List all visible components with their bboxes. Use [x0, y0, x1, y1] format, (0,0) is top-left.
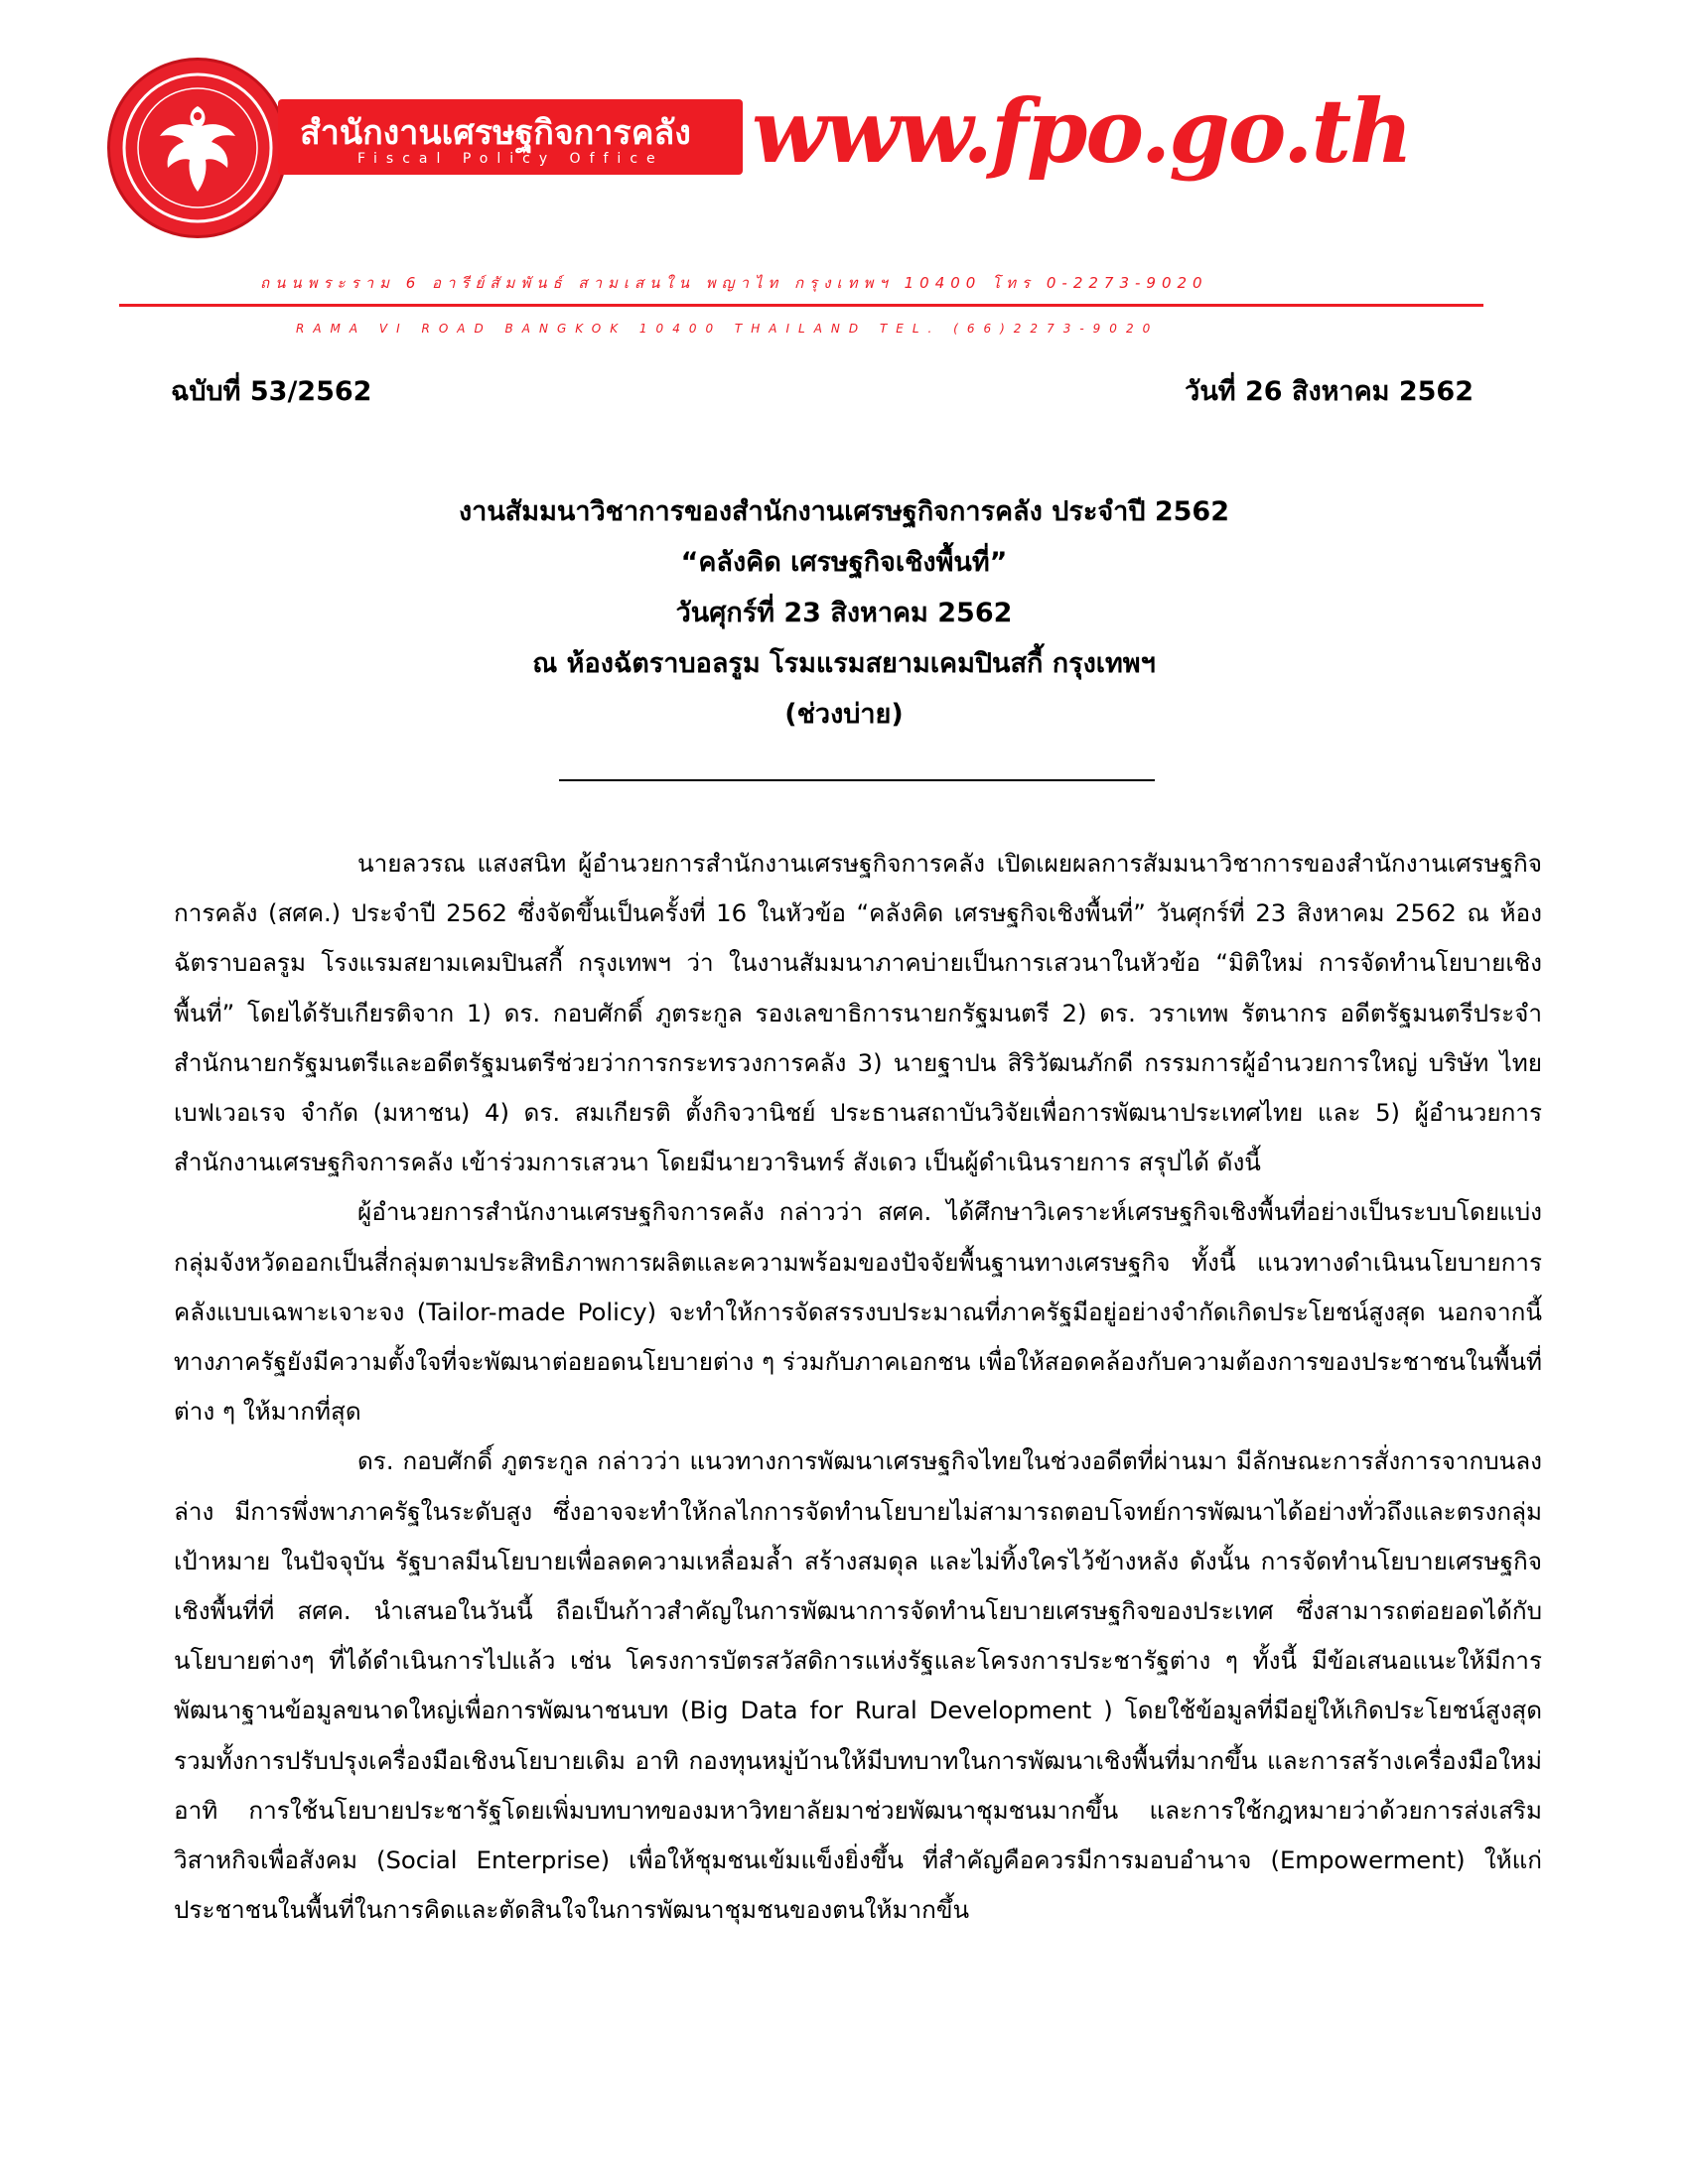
- body-paragraph: นายลวรณ แสงสนิท ผู้อำนวยการสำนักงานเศรษฐกิจการคลัง เปิดเผยผลการสัมมนาวิชาการของสำนักงานเศรษฐกิจการคลัง (สศค.) ประจำปี 2562 ซึ่งจัดขึ้นเป็นครั้งที่ 16 ในหัวข้อ “คลังคิด เศรษฐกิจเชิงพื้นที่” วันศุกร์ที่ 23 สิงหาคม 2562 ณ ห้องฉัตราบอลรูม โรงแรมสยามเคมปินสกี้ กรุงเทพฯ ว่า ในงานสัมมนาภาคบ่ายเป็นการเสวนาในหัวข้อ “มิติใหม่ การจัดทำนโยบายเชิงพื้นที่” โดยได้รับเกียรติจาก 1) ดร. กอบศักดิ์ ภูตระกูล รองเลขาธิการนายกรัฐมนตรี 2) ดร. วราเทพ รัตนากร อดีตรัฐมนตรีประจำสำนักนายกรัฐมนตรีและอดีตรัฐมนตรีช่วยว่าการกระทรวงการคลัง 3) นายฐาปน สิริวัฒนภักดี กรรมการผู้อำนวยการใหญ่ บริษัท ไทยเบฟเวอเรจ จำกัด (มหาชน) 4) ดร. สมเกียรติ ตั้งกิจวานิชย์ ประธานสถาบันวิจัยเพื่อการพัฒนาประเทศไทย และ 5) ผู้อำนวยการสำนักงานเศรษฐกิจการคลัง เข้าร่วมการเสวนา โดยมีนายวารินทร์ สังเดว เป็นผู้ดำเนินรายการ สรุปได้ ดังนี้: [174, 849, 1542, 1177]
- title-divider: [559, 779, 1155, 781]
- document-number: ฉบับที่ 53/2562: [171, 376, 372, 407]
- org-name-english: Fiscal Policy Office: [357, 151, 664, 167]
- garuda-seal-icon: [107, 58, 288, 238]
- document-date: วันที่ 26 สิงหาคม 2562: [1185, 376, 1474, 407]
- title-line: วันศุกร์ที่ 23 สิงหาคม 2562: [675, 598, 1013, 628]
- reference-line: [171, 369, 1474, 412]
- document-body: [174, 839, 1542, 1935]
- title-line: ณ ห้องฉัตราบอลรูม โรมแรมสยามเคมปินสกี้ กรุงเทพฯ: [532, 648, 1156, 679]
- title-line: งานสัมมนาวิชาการของสำนักงานเศรษฐกิจการคลัง ประจำปี 2562: [459, 496, 1229, 527]
- org-name-banner: [278, 99, 743, 175]
- title-line: (ช่วงบ่าย): [784, 699, 904, 730]
- document-title: [169, 486, 1519, 740]
- org-name-thai: สำนักงานเศรษฐกิจการคลัง: [300, 113, 691, 153]
- letterhead-divider: [119, 304, 1483, 307]
- body-paragraph: ดร. กอบศักดิ์ ภูตระกูล กล่าวว่า แนวทางการพัฒนาเศรษฐกิจไทยในช่วงอดีตที่ผ่านมา มีลักษณะการสั่งการจากบนลงล่าง มีการพึ่งพาภาครัฐในระดับสูง ซึ่งอาจจะทำให้กลไกการจัดทำนโยบายไม่สามารถตอบโจทย์การพัฒนาได้อย่างทั่วถึงและตรงกลุ่มเป้าหมาย ในปัจจุบัน รัฐบาลมีนโยบายเพื่อลดความเหลื่อมล้ำ สร้างสมดุล และไม่ทิ้งใครไว้ข้างหลัง ดังนั้น การจัดทำนโยบายเศรษฐกิจเชิงพื้นที่ที่ สศค. นำเสนอในวันนี้ ถือเป็นก้าวสำคัญในการพัฒนาการจัดทำนโยบายเศรษฐกิจของประเทศ ซึ่งสามารถต่อยอดได้กับนโยบายต่างๆ ที่ได้ดำเนินการไปแล้ว เช่น โครงการบัตรสวัสดิการแห่งรัฐและโครงการประชารัฐต่าง ๆ ทั้งนี้ มีข้อเสนอแนะให้มีการพัฒนาฐานข้อมูลขนาดใหญ่เพื่อการพัฒนาชนบท (Big Data for Rural Development ) โดยใช้ข้อมูลที่มีอยู่ให้เกิดประโยชน์สูงสุด รวมทั้งการปรับปรุงเครื่องมือเชิงนโยบายเดิม อาทิ กองทุนหมู่บ้านให้มีบทบาทในการพัฒนาเชิงพื้นที่มากขึ้น และการสร้างเครื่องมือใหม่ อาทิ การใช้นโยบายประชารัฐโดยเพิ่มบทบาทของมหาวิทยาลัยมาช่วยพัฒนาชุมชนมากขึ้น และการใช้กฎหมายว่าด้วยการส่งเสริมวิสาหกิจเพื่อสังคม (Social Enterprise) เพื่อให้ชุมชนเข้มแข็งยิ่งขึ้น ที่สำคัญคือควรมีการมอบอำนาจ (Empowerment) ให้แก่ประชาชนในพื้นที่ในการคิดและตัดสินใจในการพัฒนาชุมชนของตนให้มากขึ้น: [174, 1446, 1542, 1925]
- title-line: “คลังคิด เศรษฐกิจเชิงพื้นที่”: [680, 547, 1008, 578]
- body-paragraph: ผู้อำนวยการสำนักงานเศรษฐกิจการคลัง กล่าวว่า สศค. ได้ศึกษาวิเคราะห์เศรษฐกิจเชิงพื้นที่อย่างเป็นระบบโดยแบ่งกลุ่มจังหวัดออกเป็นสี่กลุ่มตามประสิทธิภาพการผลิตและความพร้อมของปัจจัยพื้นฐานทางเศรษฐกิจ ทั้งนี้ แนวทางดำเนินนโยบายการคลังแบบเฉพาะเจาะจง (Tailor-made Policy) จะทำให้การจัดสรรงบประมาณที่ภาครัฐมีอยู่อย่างจำกัดเกิดประโยชน์สูงสุด นอกจากนี้ ทางภาครัฐยังมีความตั้งใจที่จะพัฒนาต่อยอดนโยบายต่าง ๆ ร่วมกับภาคเอกชน เพื่อให้สอดคล้องกับความต้องการของประชาชนในพื้นที่ต่าง ๆ ให้มากที่สุด: [174, 1197, 1542, 1427]
- website-url[interactable]: www.fpo.go.th: [752, 79, 1412, 183]
- address-thai: ถนนพระราม 6 อารีย์สัมพันธ์ สามเสนใน พญาไท กรุงเทพฯ 10400 โทร 0-2273-9020: [260, 274, 1208, 292]
- address-english: RAMA VI ROAD BANGKOK 10400 THAILAND TEL. (66)2273-9020: [296, 322, 1160, 336]
- letterhead: [0, 0, 1688, 347]
